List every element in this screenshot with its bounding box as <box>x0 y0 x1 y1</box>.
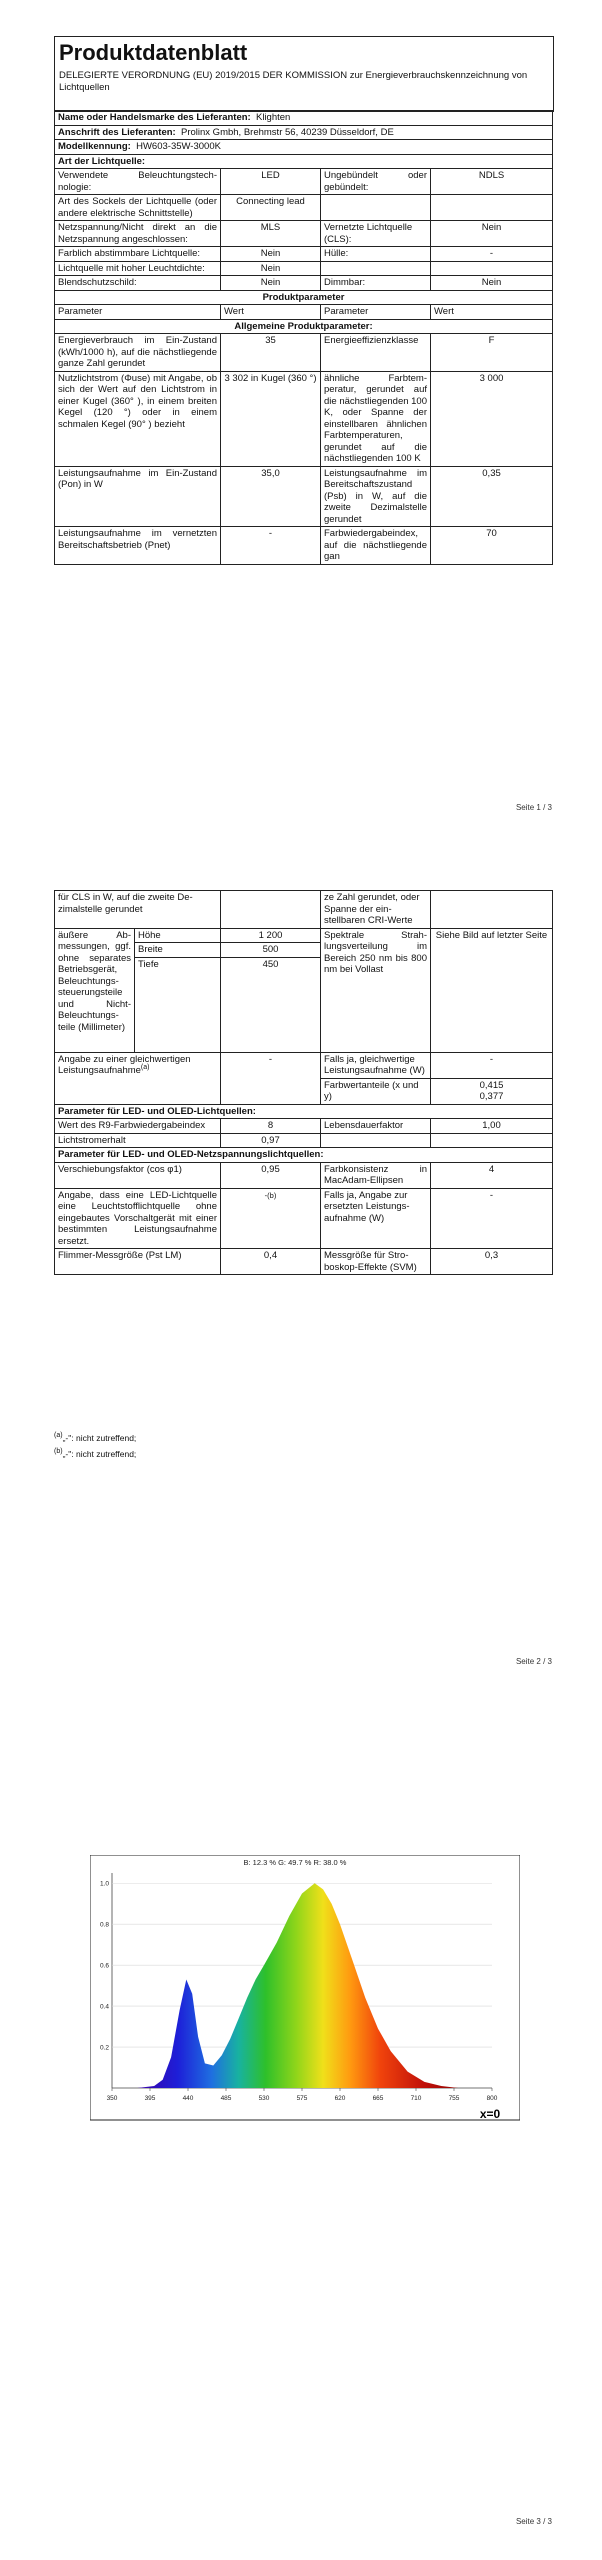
cell-value: - <box>431 247 553 262</box>
cell-label <box>55 1052 221 1104</box>
cell-label: Verschiebungsfaktor (cos φ1) <box>55 1162 221 1188</box>
cell-value: 70 <box>431 527 553 565</box>
x-tick-label: 575 <box>296 2095 308 2102</box>
regulation-subtitle: DELEGIERTE VERORDNUNG (EU) 2019/2015 DER KOMMISSION zur Energieverbrauchskennzeichnung von Lichtquellen <box>59 70 528 93</box>
product-table-1 <box>54 110 553 565</box>
cell-label: Hülle: <box>321 247 431 262</box>
cell-value: 0,97 <box>221 1133 321 1148</box>
cell-value: 0,4 <box>221 1249 321 1275</box>
cell-value: 35 <box>221 334 321 372</box>
cell-value: - <box>431 1052 553 1078</box>
x-tick-label: 665 <box>372 2095 384 2102</box>
dim-value: 450 <box>221 957 321 1052</box>
led-mains-params-heading <box>55 1148 553 1163</box>
product-params-title: Produktparameter <box>55 290 553 305</box>
table-row <box>55 1119 553 1134</box>
cell-label: Blendschutzschild: <box>55 276 221 291</box>
y-tick-label: 1.0 <box>99 1880 109 1888</box>
cell-label: Messgröße für Stroboskop-Effekte (SVM) <box>321 1249 431 1275</box>
cell-label <box>321 261 431 276</box>
table-row <box>55 334 553 372</box>
y-tick-label: 0.8 <box>99 1921 109 1929</box>
x-tick-label: 710 <box>410 2095 422 2102</box>
cell-label: Energieverbrauch im Ein-Zustand (kWh/1000 h), auf die nächstliegende ganze Zahl gerundet <box>55 334 221 372</box>
x-tick-label: 350 <box>106 2095 118 2102</box>
col-header: Parameter <box>55 305 221 320</box>
cell-value: 0,95 <box>221 1162 321 1188</box>
product-params-heading <box>55 290 553 305</box>
cell-value: Nein <box>431 276 553 291</box>
model-row <box>55 140 553 155</box>
table-row <box>55 195 553 221</box>
light-type-label: Art der Lichtquelle: <box>55 154 553 169</box>
cell-value: - <box>431 1188 553 1249</box>
cell-label: Vernetzte Lichtquelle (CLS): <box>321 221 431 247</box>
equiv-label: Angabe zu einer gleichwertigen Leistungsaufnahme <box>58 1053 191 1076</box>
table-row <box>55 891 553 929</box>
table-row <box>55 247 553 262</box>
cell-label: Wert des R9-Farbwiedergabeindex <box>55 1119 221 1134</box>
cell-value <box>221 891 321 929</box>
footnote-text: „-": nicht zutreffend; <box>62 1433 137 1443</box>
footnote-mark: (b) <box>54 1448 63 1456</box>
x-tick-label: 800 <box>486 2095 498 2102</box>
table-row <box>55 371 553 466</box>
x-tick-label: 530 <box>258 2095 270 2102</box>
cell-value: MLS <box>221 221 321 247</box>
supplier-name-row <box>55 111 553 126</box>
col-header: Wert <box>431 305 553 320</box>
table-row <box>55 261 553 276</box>
footnote-b <box>54 1448 136 1460</box>
page-number-1: Seite 1 / 3 <box>515 803 552 812</box>
cell-value: 0,3 <box>431 1249 553 1275</box>
light-type-row <box>55 154 553 169</box>
cell-label: Verwendete Beleuchtungstechnologie: <box>55 169 221 195</box>
cell-label: Art des Sockels der Lichtquelle (oder andere elektrische Schnittstelle) <box>55 195 221 221</box>
cell-label: Farbkonsistenz in MacAdam-Ellipsen <box>321 1162 431 1188</box>
dimension-row <box>55 928 553 943</box>
x-tick-label: 395 <box>144 2095 156 2102</box>
x-tick-label: 485 <box>220 2095 232 2102</box>
cell-value: Nein <box>221 247 321 262</box>
cell-label: Ungebündelt oder gebündelt: <box>321 169 431 195</box>
col-header: Wert <box>221 305 321 320</box>
cell-value: - <box>221 527 321 565</box>
cell-value: 3 302 in Kugel (360 °) <box>221 371 321 466</box>
cell-label: Falls ja, gleichwertige Leistungsaufnahme (W) <box>321 1052 431 1078</box>
dim-value: 1 200 <box>221 928 321 943</box>
footnote-mark: (a) <box>54 1432 63 1440</box>
cell-value: Connecting lead <box>221 195 321 221</box>
led-params-title: Parameter für LED- und OLED-Lichtquellen: <box>55 1104 553 1119</box>
cell-label: Energieeffizienzklasse <box>321 334 431 372</box>
x-tick-label: 755 <box>448 2095 460 2102</box>
dim-name: Breite <box>135 943 221 958</box>
y-tick-label: 0.2 <box>99 2044 109 2052</box>
chart-title: B: 12.3 % G: 49.7 % R: 38.0 % <box>243 1858 347 1867</box>
supplier-address-label: Anschrift des Lieferanten: <box>58 126 176 138</box>
cell-label: Lichtquelle mit hoher Leuchtdichte: <box>55 261 221 276</box>
cell-label: Farbwertanteile (x und y) <box>321 1078 431 1104</box>
cell-value: -(b) <box>221 1188 321 1249</box>
cell-label: Angabe, dass eine LED-Lichtquelle eine Leuchtstofflichtquelle ohne eingebautes Vorschaltgerät mit einer bestimmten Leistungsaufnahme ersetzt. <box>55 1188 221 1249</box>
general-params-heading <box>55 319 553 334</box>
supplier-address: Prolinx Gmbh, Brehmstr 56, 40239 Düsseldorf, DE <box>181 126 394 138</box>
dim-name: Tiefe <box>135 957 221 1052</box>
cell-label: Nutzlichtstrom (Φuse) mit Angabe, ob sich der Wert auf den Lichtstrom in einer Kugel (360° ), in einem breiten Kegel (120 °) oder in einem schmalen Kegel (90° ) bezieht <box>55 371 221 466</box>
cell-value: Nein <box>221 261 321 276</box>
cell-label: Lebensdauerfaktor <box>321 1119 431 1134</box>
cell-value: LED <box>221 169 321 195</box>
cell-value: 0,35 <box>431 466 553 527</box>
corner-label: x=0 <box>479 2107 501 2121</box>
cell-value: - <box>221 1052 321 1104</box>
footnote-a <box>54 1432 136 1444</box>
cell-value: 1,00 <box>431 1119 553 1134</box>
table-row <box>55 527 553 565</box>
cell-value: Nein <box>431 221 553 247</box>
table-row <box>55 169 553 195</box>
cell-label: Leistungsaufnahme im vernetzten Bereitschaftsbetrieb (Pnet) <box>55 527 221 565</box>
model-id: HW603-35W-3000K <box>136 141 221 152</box>
cell-value: 8 <box>221 1119 321 1134</box>
cell-label: Leistungsaufnahme im Ein-Zustand (Pon) in W <box>55 466 221 527</box>
title-box <box>54 36 554 112</box>
table-row <box>55 276 553 291</box>
spectral-label: Spektrale Strahlungsverteilung im Bereich 250 nm bis 800 nm bei Vollast <box>321 928 431 1052</box>
cell-value: 3 000 <box>431 371 553 466</box>
cell-value <box>431 891 553 929</box>
cell-label: für CLS in W, auf die zweite Dezimalstelle gerundet <box>55 891 221 929</box>
y-tick-label: 0.6 <box>99 1962 109 1970</box>
cell-value: 35,0 <box>221 466 321 527</box>
cell-label <box>321 1133 431 1148</box>
dimensions-label: äußere Abmessungen, ggf. ohne separates Betriebsgerät, Beleuchtungssteuerungsteile und Nicht-Beleuchtungsteile (Millimeter) <box>55 928 135 1052</box>
product-table-2 <box>54 890 553 1275</box>
spectrum-chart <box>90 1855 520 2135</box>
cell-label: ze Zahl gerundet, oder Spanne der einstellbaren CRI-Werte <box>321 891 431 929</box>
supplier-name: Klighten <box>256 112 291 123</box>
col-header: Parameter <box>321 305 431 320</box>
led-mains-params-title: Parameter für LED- und OLED-Netzspannungslichtquellen: <box>55 1148 553 1163</box>
cell-label: ähnliche Farbtemperatur, gerundet auf die nächstliegenden 100 K, oder Spanne der einstellbaren ähnlichen Farbtemperaturen, gerundet auf die nächstliegenden 100 K <box>321 371 431 466</box>
table-row <box>55 1162 553 1188</box>
cell-value <box>431 195 553 221</box>
x-tick-label: 440 <box>182 2095 194 2102</box>
color-x: 0,415 <box>479 1079 504 1091</box>
table-row <box>55 466 553 527</box>
cell-label <box>321 195 431 221</box>
model-label: Modellkennung: <box>58 141 131 152</box>
cell-label: Netzspannung/Nicht direkt an die Netzspannung angeschlossen: <box>55 221 221 247</box>
dim-value: 500 <box>221 943 321 958</box>
table-row <box>55 1249 553 1275</box>
cell-label: Flimmer-Messgröße (Pst LM) <box>55 1249 221 1275</box>
led-params-heading <box>55 1104 553 1119</box>
cell-label: Farblich abstimmbare Lichtquelle: <box>55 247 221 262</box>
cell-label: Falls ja, Angabe zur ersetzten Leistungsaufnahme (W) <box>321 1188 431 1249</box>
table-row <box>55 1052 553 1078</box>
table-row <box>55 1188 553 1249</box>
cell-label: Dimmbar: <box>321 276 431 291</box>
cell-value: 4 <box>431 1162 553 1188</box>
cell-value <box>431 1133 553 1148</box>
cell-value: Nein <box>221 276 321 291</box>
cell-label: Lichtstromerhalt <box>55 1133 221 1148</box>
param-header-row <box>55 305 553 320</box>
cell-label: Farbwiedergabeindex, auf die nächstliegende gan <box>321 527 431 565</box>
footnote-text: „-": nicht zutreffend; <box>62 1449 137 1459</box>
cell-label: Leistungsaufnahme im Bereitschaftszustand (Psb) in W, auf die zweite Dezimalstelle gerundet <box>321 466 431 527</box>
table-row <box>55 1133 553 1148</box>
document-title: Produktdatenblatt <box>59 40 248 65</box>
cell-value <box>431 1078 553 1104</box>
page-number-3: Seite 3 / 3 <box>515 2517 552 2526</box>
color-y: 0,377 <box>479 1091 504 1102</box>
y-tick-label: 0.4 <box>99 2003 109 2011</box>
supplier-address-row <box>55 125 553 140</box>
footnote-mark: (a) <box>140 1063 150 1071</box>
cell-value: NDLS <box>431 169 553 195</box>
general-params-title: Allgemeine Produktparameter: <box>55 319 553 334</box>
page-number-2: Seite 2 / 3 <box>515 1657 552 1666</box>
cell-value <box>431 261 553 276</box>
supplier-name-label: Name oder Handelsmarke des Lieferanten: <box>58 112 251 123</box>
cell-value: F <box>431 334 553 372</box>
dim-name: Höhe <box>135 928 221 943</box>
table-row <box>55 221 553 247</box>
x-tick-label: 620 <box>334 2095 346 2102</box>
spectral-value: Siehe Bild auf letzter Seite <box>431 928 553 1052</box>
